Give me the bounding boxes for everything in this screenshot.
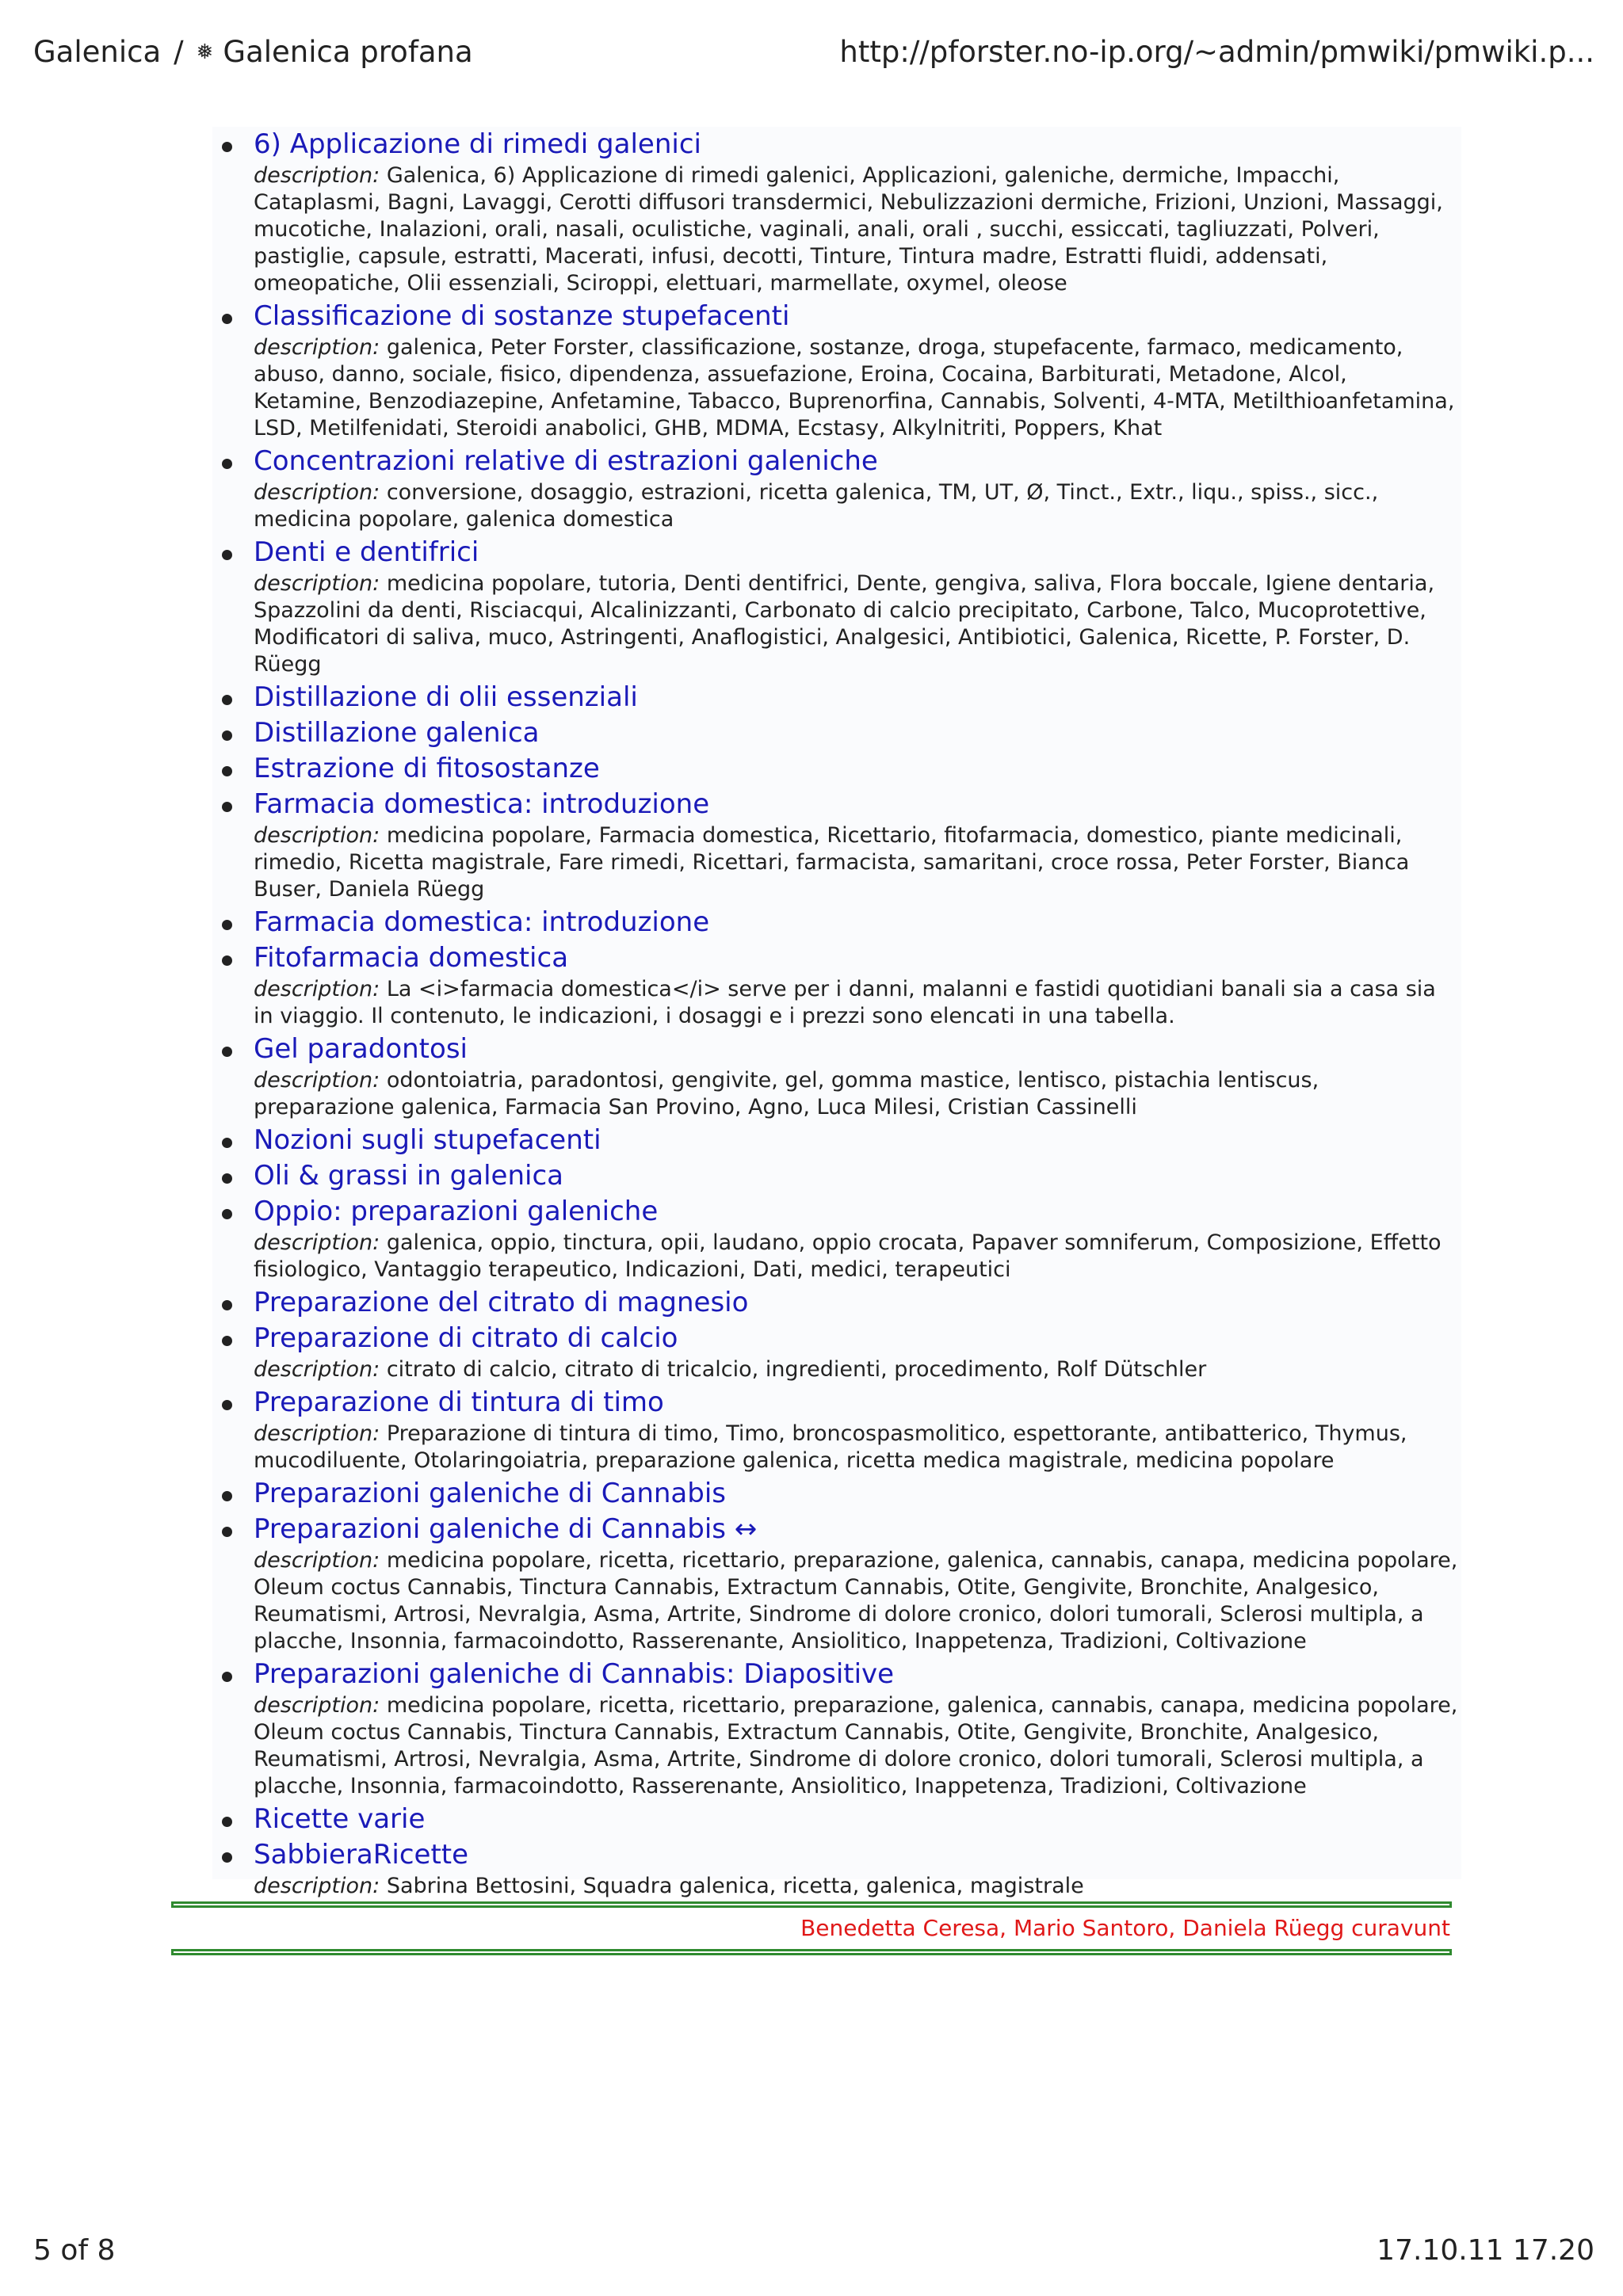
description-label: description: [254, 1548, 380, 1573]
list-item [212, 1321, 1461, 1385]
page-link[interactable]: Farmacia domestica: introduzione [254, 906, 710, 938]
bullet-icon [222, 955, 232, 966]
description-label: description: [254, 571, 380, 596]
page-link[interactable]: Distillazione di olii essenziali [254, 681, 638, 713]
breadcrumb-separator: / [174, 35, 184, 69]
page-description [254, 822, 1461, 905]
page-link[interactable]: Preparazioni galeniche di Cannabis: Diapositive [254, 1658, 895, 1690]
page-list [212, 127, 1461, 1901]
page-description [254, 1356, 1461, 1385]
description-text: medicina popolare, Farmacia domestica, Ricettario, fitofarmacia, domestico, piante medicinali, rimedio, Ricetta magistrale, Fare rimedi, Ricettari, farmacista, samaritani, croce rossa, Peter Forster, Bianca Buser, Daniela Rüegg [254, 823, 1410, 902]
page-link[interactable]: Denti e dentifrici [254, 536, 479, 568]
description-label: description: [254, 335, 380, 360]
description-label: description: [254, 1068, 380, 1093]
bullet-icon [222, 314, 232, 324]
page-description [254, 162, 1461, 299]
description-label: description: [254, 1230, 380, 1255]
description-text: citrato di calcio, citrato di tricalcio, ingredienti, procedimento, Rolf Dütschler [386, 1357, 1207, 1382]
page-count: 5 of 8 [33, 2234, 116, 2267]
description-text: conversione, dosaggio, estrazioni, ricetta galenica, TM, UT, Ø, Tinct., Extr., liqu., spiss., sicc., medicina popolare, galenica domestica [254, 480, 1379, 532]
description-label: description: [254, 1874, 380, 1898]
bullet-icon [222, 802, 232, 812]
print-datetime: 17.10.11 17.20 [1377, 2234, 1594, 2267]
description-text: galenica, Peter Forster, classificazione, sostanze, droga, stupefacente, farmaco, medicamento, abuso, danno, sociale, fisico, dipendenza, assuefazione, Eroina, Cocaina, Barbiturati, Metadone, Alcol, Ketamine, Benzodiazepine, Anfetamine, Tabacco, Buprenorfina, Cannabis, Solventi, 4-MTA, Metilthioanfetamina, LSD, Metilfenidati, Steroidi anabolici, GHB, MDMA, Ecstasy, Alkylnitriti, Poppers, Khat [254, 335, 1455, 441]
page-description [254, 1547, 1461, 1657]
list-item [212, 1285, 1461, 1321]
page-description [254, 570, 1461, 680]
list-item [212, 1837, 1461, 1901]
bullet-icon [222, 730, 232, 741]
list-item [212, 1476, 1461, 1512]
page-link[interactable]: Nozioni sugli stupefacenti [254, 1124, 601, 1156]
list-item [212, 1158, 1461, 1194]
list-item [212, 787, 1461, 905]
list-item [212, 444, 1461, 535]
description-label: description: [254, 977, 380, 1001]
description-text: medicina popolare, ricetta, ricettario, preparazione, galenica, cannabis, canapa, medicina popolare, Oleum coctus Cannabis, Tinctura Cannabis, Extractum Cannabis, Otite, Gengivite, Bronchite, Analgesico, Reumatismi, Artrosi, Nevralgia, Asma, Artrite, Sindrome di dolore cronico, dolori tumorali, Sclerosi multipla, a placche, Insonnia, farmacoindotto, Rasserenante, Ansiolitico, Inappetenza, Tradizioni, Coltivazione [254, 1693, 1458, 1798]
page-link[interactable]: Estrazione di fitosostanze [254, 753, 600, 784]
page-link[interactable]: Concentrazioni relative di estrazioni galeniche [254, 445, 878, 477]
breadcrumb [33, 35, 473, 69]
description-text: La <i>farmacia domestica</i> serve per i danni, malanni e fastidi quotidiani banali sia a casa sia in viaggio. Il contenuto, le indicazioni, i dosaggi e i prezzi sono elencati in una tabella. [254, 977, 1436, 1028]
page-title: Galenica profana [223, 35, 473, 69]
bullet-icon [222, 1527, 232, 1537]
bullet-icon [222, 1672, 232, 1682]
page-description [254, 479, 1461, 535]
page-link[interactable]: Ricette varie [254, 1803, 426, 1835]
description-label: description: [254, 163, 380, 188]
page-description [254, 976, 1461, 1032]
page-link[interactable]: Preparazione del citrato di magnesio [254, 1287, 749, 1318]
list-item [212, 905, 1461, 940]
list-item [212, 1512, 1461, 1657]
list-item [212, 127, 1461, 299]
bullet-icon [222, 1491, 232, 1501]
list-item [212, 940, 1461, 1032]
page-link[interactable]: Gel paradontosi [254, 1033, 468, 1065]
flower-icon: ❅ [196, 40, 214, 64]
description-label: description: [254, 1421, 380, 1446]
page-link[interactable]: Classificazione di sostanze stupefacenti [254, 300, 790, 332]
page-link[interactable]: Preparazione di citrato di calcio [254, 1322, 678, 1354]
bullet-icon [222, 1047, 232, 1057]
bullet-icon [222, 1300, 232, 1310]
page-link[interactable]: Farmacia domestica: introduzione [254, 788, 710, 820]
list-item [212, 680, 1461, 715]
print-header [33, 35, 1594, 74]
bullet-icon [222, 1852, 232, 1863]
page-link[interactable]: SabbieraRicette [254, 1839, 469, 1871]
description-text: medicina popolare, ricetta, ricettario, preparazione, galenica, cannabis, canapa, medicina popolare, Oleum coctus Cannabis, Tinctura Cannabis, Extractum Cannabis, Otite, Gengivite, Bronchite, Analgesico, Reumatismi, Artrosi, Nevralgia, Asma, Artrite, Sindrome di dolore cronico, dolori tumorali, Sclerosi multipla, a placche, Insonnia, farmacoindotto, Rasserenante, Ansiolitico, Inappetenza, Tradizioni, Coltivazione [254, 1548, 1458, 1653]
page-description [254, 334, 1461, 444]
list-item [212, 1802, 1461, 1837]
description-label: description: [254, 1693, 380, 1718]
page-link[interactable]: Oli & grassi in galenica [254, 1160, 563, 1192]
description-text: medicina popolare, tutoria, Denti dentifrici, Dente, gengiva, saliva, Flora boccale, Igiene dentaria, Spazzolini da denti, Risciacqui, Alcalinizzanti, Carbonato di calcio precipitato, Carbone, Talco, Mucoprotettive, Modificatori di saliva, muco, Astringenti, Anaflogistici, Analgesici, Antibiotici, Galenica, Ricette, P. Forster, D. Rüegg [254, 571, 1435, 677]
list-item [212, 715, 1461, 751]
page-link[interactable]: Preparazione di tintura di timo [254, 1386, 664, 1418]
description-text: galenica, oppio, tinctura, opii, laudano, oppio crocata, Papaver somniferum, Composizione, Effetto fisiologico, Vantaggio terapeutico, Indicazioni, Dati, medici, terapeutici [254, 1230, 1442, 1282]
bullet-icon [222, 1817, 232, 1827]
list-item [212, 1032, 1461, 1123]
page-link[interactable]: Fitofarmacia domestica [254, 942, 569, 974]
page-link[interactable]: Preparazioni galeniche di Cannabis [254, 1478, 727, 1509]
bullet-icon [222, 1138, 232, 1148]
bullet-icon [222, 766, 232, 776]
page-description [254, 1873, 1461, 1901]
page-url: http://pforster.no-ip.org/~admin/pmwiki/pmwiki.p... [839, 35, 1594, 69]
page-link[interactable]: Oppio: preparazioni galeniche [254, 1196, 659, 1227]
bullet-icon [222, 1173, 232, 1184]
list-item [212, 535, 1461, 680]
bullet-icon [222, 1336, 232, 1346]
page-description [254, 1230, 1461, 1285]
description-text: Preparazione di tintura di timo, Timo, broncospasmolitico, espettorante, antibatterico, Thymus, mucodiluente, Otolaringoiatria, preparazione galenica, ricetta medica magistrale, medicina popolare [254, 1421, 1407, 1473]
page-list-panel [212, 127, 1461, 1898]
list-item [212, 1385, 1461, 1476]
list-item [212, 1194, 1461, 1285]
description-text: Galenica, 6) Applicazione di rimedi galenici, Applicazioni, galeniche, dermiche, Impacchi, Cataplasmi, Bagni, Lavaggi, Cerotti diffusori transdermici, Nebulizzazioni dermiche, Frizioni, Unzioni, Massaggi, mucotiche, Inalazioni, orali, nasali, oculistiche, vaginali, anali, orali , succhi, essiccati, tagliuzzati, Polveri, pastiglie, capsule, estratti, Macerati, infusi, decotti, Tinture, Tintura madre, Estratti fluidi, addensati, omeopatiche, Olii essenziali, Sciroppi, elettuari, marmellate, oxymel, oleose [254, 163, 1443, 296]
footer-credits: Benedetta Ceresa, Mario Santoro, Daniela Rüegg curavunt [800, 1915, 1450, 1941]
list-item [212, 299, 1461, 444]
list-item [212, 1657, 1461, 1802]
page-description [254, 1067, 1461, 1123]
page-link[interactable]: Distillazione galenica [254, 717, 540, 749]
footer-rule-top [171, 1901, 1452, 1908]
bullet-icon [222, 1209, 232, 1219]
bullet-icon [222, 142, 232, 152]
bullet-icon [222, 1400, 232, 1410]
breadcrumb-parent-link[interactable]: Galenica [33, 35, 162, 69]
description-text: Sabrina Bettosini, Squadra galenica, ricetta, galenica, magistrale [386, 1874, 1084, 1898]
list-item [212, 1123, 1461, 1158]
description-label: description: [254, 480, 380, 505]
bullet-icon [222, 459, 232, 469]
bullet-icon [222, 920, 232, 930]
print-footer [33, 2234, 1594, 2267]
description-text: odontoiatria, paradontosi, gengivite, gel, gomma mastice, lentisco, pistachia lentiscus, preparazione galenica, Farmacia San Provino, Agno, Luca Milesi, Cristian Cassinelli [254, 1068, 1319, 1119]
description-label: description: [254, 823, 380, 848]
bullet-icon [222, 550, 232, 560]
page-description [254, 1692, 1461, 1802]
page-link[interactable]: Preparazioni galeniche di Cannabis ↔ [254, 1513, 758, 1545]
footer-rule-bottom [171, 1949, 1452, 1955]
page-link[interactable]: 6) Applicazione di rimedi galenici [254, 128, 701, 160]
bullet-icon [222, 695, 232, 705]
page-description [254, 1421, 1461, 1476]
list-item [212, 751, 1461, 787]
description-label: description: [254, 1357, 380, 1382]
footer-bar [171, 1901, 1452, 1955]
